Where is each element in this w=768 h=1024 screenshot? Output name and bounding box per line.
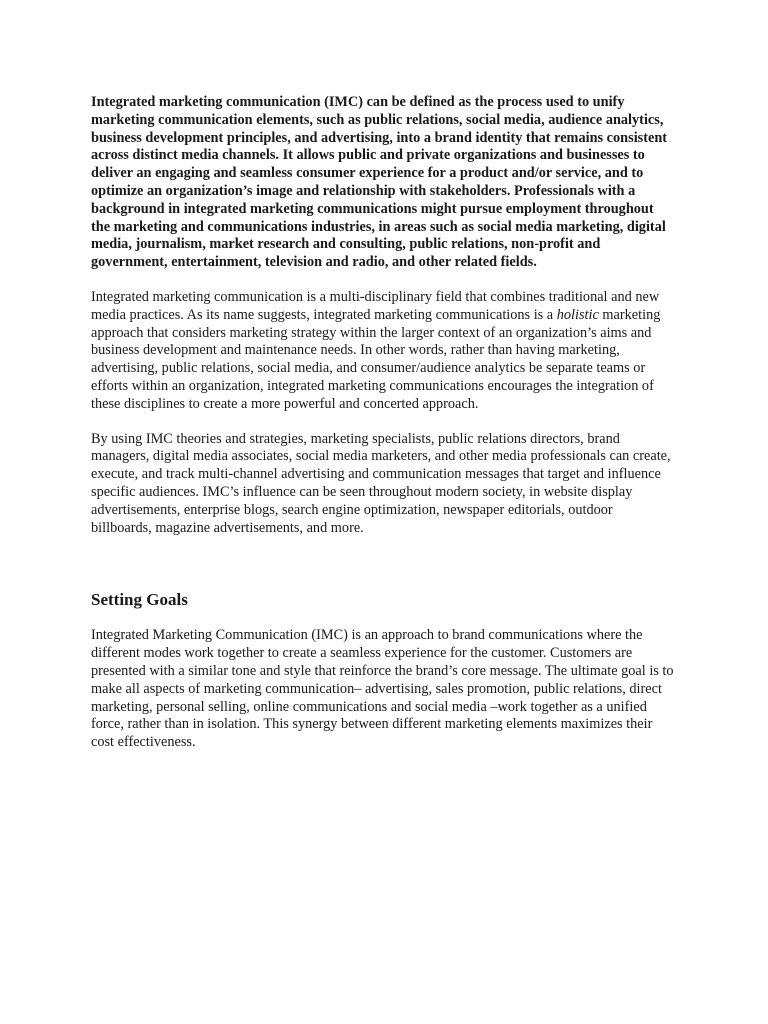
imc-description-paragraph bbox=[91, 289, 676, 414]
imc-description-text-2: marketing approach that considers marketing strategy within the larger context of an organization’s aims and business development and maintenance needs. In other words, rather than having marketing, advertising, public relations, social media, and consumer/audience analytics be separate teams or efforts within an organization, integrated marketing communications encourages the integration of these disciplines to create a more powerful and concerted approach. bbox=[91, 306, 661, 412]
setting-goals-paragraph: Integrated Marketing Communication (IMC) is an approach to brand communications where the different modes work together to create a seamless experience for the customer. Customers are presented with a similar tone and style that reinforce the brand’s core message. The ultimate goal is to make all aspects of marketing communication– advertising, sales promotion, public relations, direct marketing, personal selling, online communications and social media –work together as a unified force, rather than in isolation. This synergy between different marketing elements maximizes their cost effectiveness. bbox=[91, 627, 674, 751]
imc-strategies-paragraph: By using IMC theories and strategies, marketing specialists, public relations directors, brand managers, digital media associates, social media marketers, and other media professionals can create, execute, and track multi-channel advertising and communication messages that target and influence specific audiences. IMC’s influence can be seen throughout modern society, in website display advertisements, enterprise blogs, search engine optimization, newspaper editorials, outdoor billboards, magazine advertisements, and more. bbox=[91, 430, 671, 536]
document-page bbox=[91, 94, 676, 769]
intro-paragraph: Integrated marketing communication (IMC) can be defined as the process used to unify marketing communication elements, such as public relations, social media, audience analytics, business development principles, and advertising, into a brand identity that remains consistent across distinct media channels. It allows public and private organizations and businesses to deliver an engaging and seamless consumer experience for a product and/or service, and to optimize an organization’s image and relationship with stakeholders. Professionals with a background in integrated marketing communications might pursue employment throughout the marketing and communications industries, in areas such as social media marketing, digital media, journalism, market research and consulting, public relations, non-profit and government, entertainment, television and radio, and other related fields. bbox=[91, 94, 668, 271]
holistic-emphasis: holistic bbox=[556, 306, 599, 323]
imc-description-text-1: Integrated marketing communication is a multi-disciplinary field that combines traditional and new media practices. As its name suggests, integrated marketing communications is a bbox=[91, 288, 660, 323]
setting-goals-heading: Setting Goals bbox=[91, 590, 188, 610]
